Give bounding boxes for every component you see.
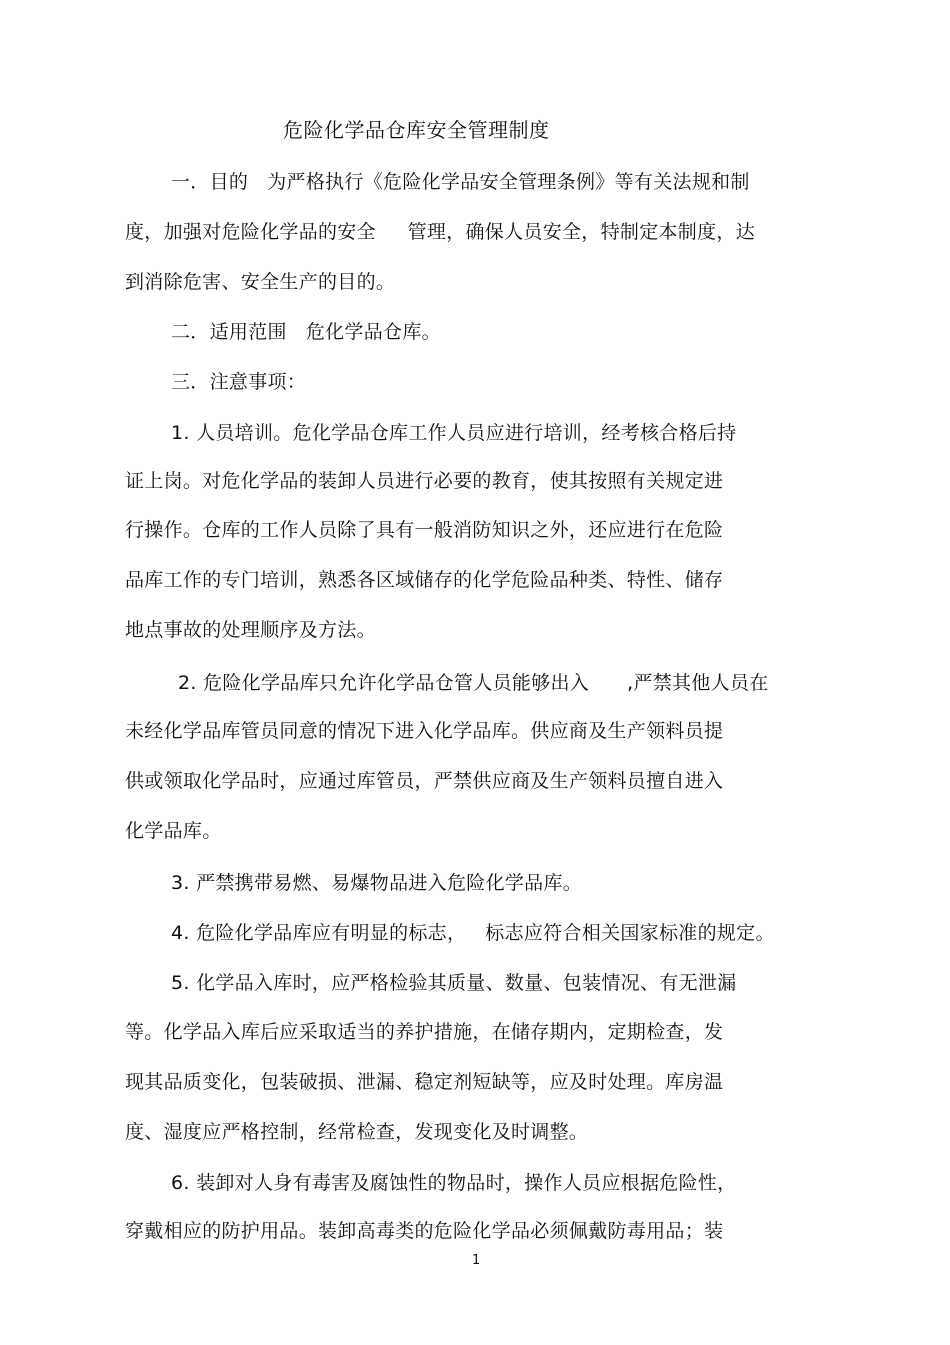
paragraph-line: 度、湿度应严格控制，经常检查，发现变化及时调整。 — [125, 1121, 589, 1143]
paragraph-line: 现其品质变化，包装破损、泄漏、稳定剂短缺等，应及时处理。库房温 — [125, 1071, 724, 1093]
paragraph-line: 三．注意事项： — [171, 371, 307, 393]
paragraph-line: 二．适用范围 危化学品仓库。 — [171, 321, 441, 343]
paragraph-line: 2. 危险化学品库只允许化学品仓管人员能够出入 ,严禁其他人员在 — [178, 672, 769, 694]
paragraph-line: 证上岗。对危化学品的装卸人员进行必要的教育，使其按照有关规定进 — [125, 470, 724, 492]
paragraph-line: 一．目的 为严格执行《危险化学品安全管理条例》等有关法规和制 — [171, 171, 750, 193]
paragraph-line: 3. 严禁携带易燃、易爆物品进入危险化学品库。 — [171, 872, 583, 894]
paragraph-line: 度，加强对危险化学品的安全 管理，确保人员安全，特制定本制度，达 — [125, 221, 755, 243]
paragraph-line: 未经化学品库管员同意的情况下进入化学品库。供应商及生产领料员提 — [125, 720, 724, 742]
paragraph-line: 4. 危险化学品库应有明显的标志， 标志应符合相关国家标准的规定。 — [171, 922, 775, 944]
page-number: 1 — [472, 1253, 481, 1268]
paragraph-line: 6. 装卸对人身有毒害及腐蚀性的物品时，操作人员应根据危险性， — [171, 1172, 737, 1194]
paragraph-line: 地点事故的处理顺序及方法。 — [125, 619, 376, 641]
paragraph-line: 穿戴相应的防护用品。装卸高毒类的危险化学品必须佩戴防毒用品；装 — [125, 1220, 724, 1242]
paragraph-line: 供或领取化学品时，应通过库管员，严禁供应商及生产领料员擅自进入 — [125, 770, 724, 792]
paragraph-line: 到消除危害、安全生产的目的。 — [125, 271, 396, 293]
paragraph-line: 行操作。仓库的工作人员除了具有一般消防知识之外，还应进行在危险 — [125, 519, 724, 541]
paragraph-line: 化学品库。 — [125, 820, 222, 842]
document-title: 危险化学品仓库安全管理制度 — [283, 118, 550, 142]
paragraph-line: 等。化学品入库后应采取适当的养护措施，在储存期内，定期检查，发 — [125, 1021, 724, 1043]
paragraph-line: 5. 化学品入库时，应严格检验其质量、数量、包装情况、有无泄漏 — [171, 972, 737, 994]
paragraph-line: 1. 人员培训。危化学品仓库工作人员应进行培训，经考核合格后持 — [171, 422, 737, 444]
paragraph-line: 品库工作的专门培训，熟悉各区域储存的化学危险品种类、特性、储存 — [125, 569, 724, 591]
